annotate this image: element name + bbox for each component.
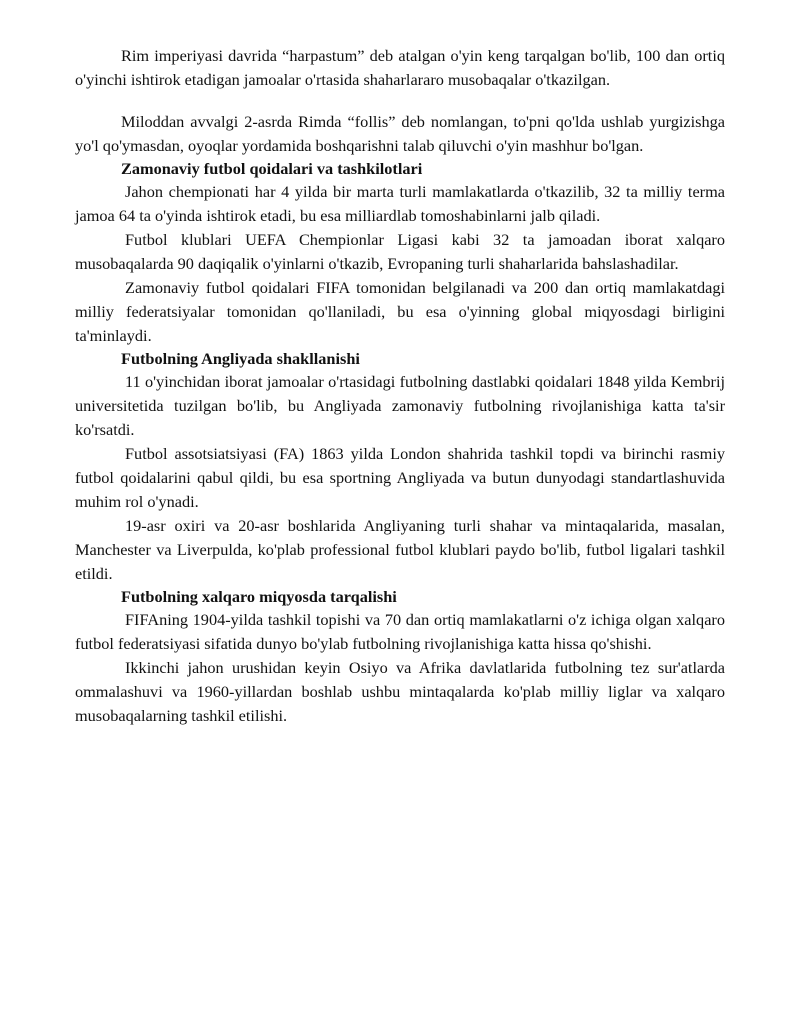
- paragraph-harpastum: Rim imperiyasi davrida “harpastum” deb atalgan o'yin keng tarqalgan bo'lib, 100 dan ortiq o'yinchi ishtirok etadigan jamoalar o'rtasida shaharlararo musobaqalar o'tkazilgan.: [75, 46, 725, 89]
- paragraph-cambridge-rules: 11 o'yinchidan iborat jamoalar o'rtasidagi futbolning dastlabki qoidalari 1848 yilda Kembrij universitetida tuzilgan bo'lib, bu Angliyada zamonaviy futbolning rivojlanishiga katta ta'sir ko'rsatdi.: [75, 372, 725, 439]
- paragraph-fifa-founding: FIFAning 1904-yilda tashkil topishi va 70 dan ortiq mamlakatlarni o'z ichiga olgan xalqaro futbol federatsiyasi sifatida dunyo bo'ylab futbolning rivojlanishiga katta hissa qo'shishi.: [75, 610, 725, 653]
- heading-modern-rules: Zamonaviy futbol qoidalari va tashkilotlari: [121, 159, 423, 178]
- heading-england: Futbolning Angliyada shakllanishi: [121, 349, 360, 368]
- paragraph-asia-africa: Ikkinchi jahon urushidan keyin Osiyo va Afrika davlatlarida futbolning tez sur'atlarda ommalashuvi va 1960-yillardan boshlab ushbu mintaqalarda ko'plab milliy liglar va xalqaro musobaqalarning tashkil etilishi.: [75, 658, 725, 725]
- paragraph-fifa-rules: Zamonaviy futbol qoidalari FIFA tomonidan belgilanadi va 200 dan ortiq mamlakatdagi milliy federatsiyalar tomonidan qo'llaniladi, bu esa o'yinning global miqyosdagi birligini ta'minlaydi.: [75, 278, 725, 345]
- document-page: [75, 44, 725, 728]
- paragraph-follis: Miloddan avvalgi 2-asrda Rimda “follis” deb nomlangan, to'pni qo'lda ushlab yurgizishga yo'l qo'ymasdan, oyoqlar yordamida boshqarishni talab qiluvchi o'yin mashhur bo'lgan.: [75, 112, 725, 155]
- paragraph-professional-clubs: 19-asr oxiri va 20-asr boshlarida Angliyaning turli shahar va mintaqalarida, masalan, Manchester va Liverpulda, ko'plab professional futbol klublari paydo bo'lib, futbol ligalari tashkil etildi.: [75, 516, 725, 583]
- paragraph-world-cup: Jahon chempionati har 4 yilda bir marta turli mamlakatlarda o'tkazilib, 32 ta milliy terma jamoa 64 ta o'yinda ishtirok etadi, bu esa milliardlab tomoshabinlarni jalb qiladi.: [75, 182, 725, 225]
- paragraph-football-association: Futbol assotsiatsiyasi (FA) 1863 yilda London shahrida tashkil topdi va birinchi rasmiy futbol qoidalarini qabul qildi, bu esa sportning Angliyada va butun dunyodagi standartlashuvida muhim rol o'ynadi.: [75, 444, 725, 511]
- heading-international: Futbolning xalqaro miqyosda tarqalishi: [121, 587, 397, 606]
- paragraph-champions-league: Futbol klublari UEFA Chempionlar Ligasi kabi 32 ta jamoadan iborat xalqaro musobaqalarda 90 daqiqalik o'yinlarni o'tkazib, Evropaning turli shaharlarida bahslashadilar.: [75, 230, 725, 273]
